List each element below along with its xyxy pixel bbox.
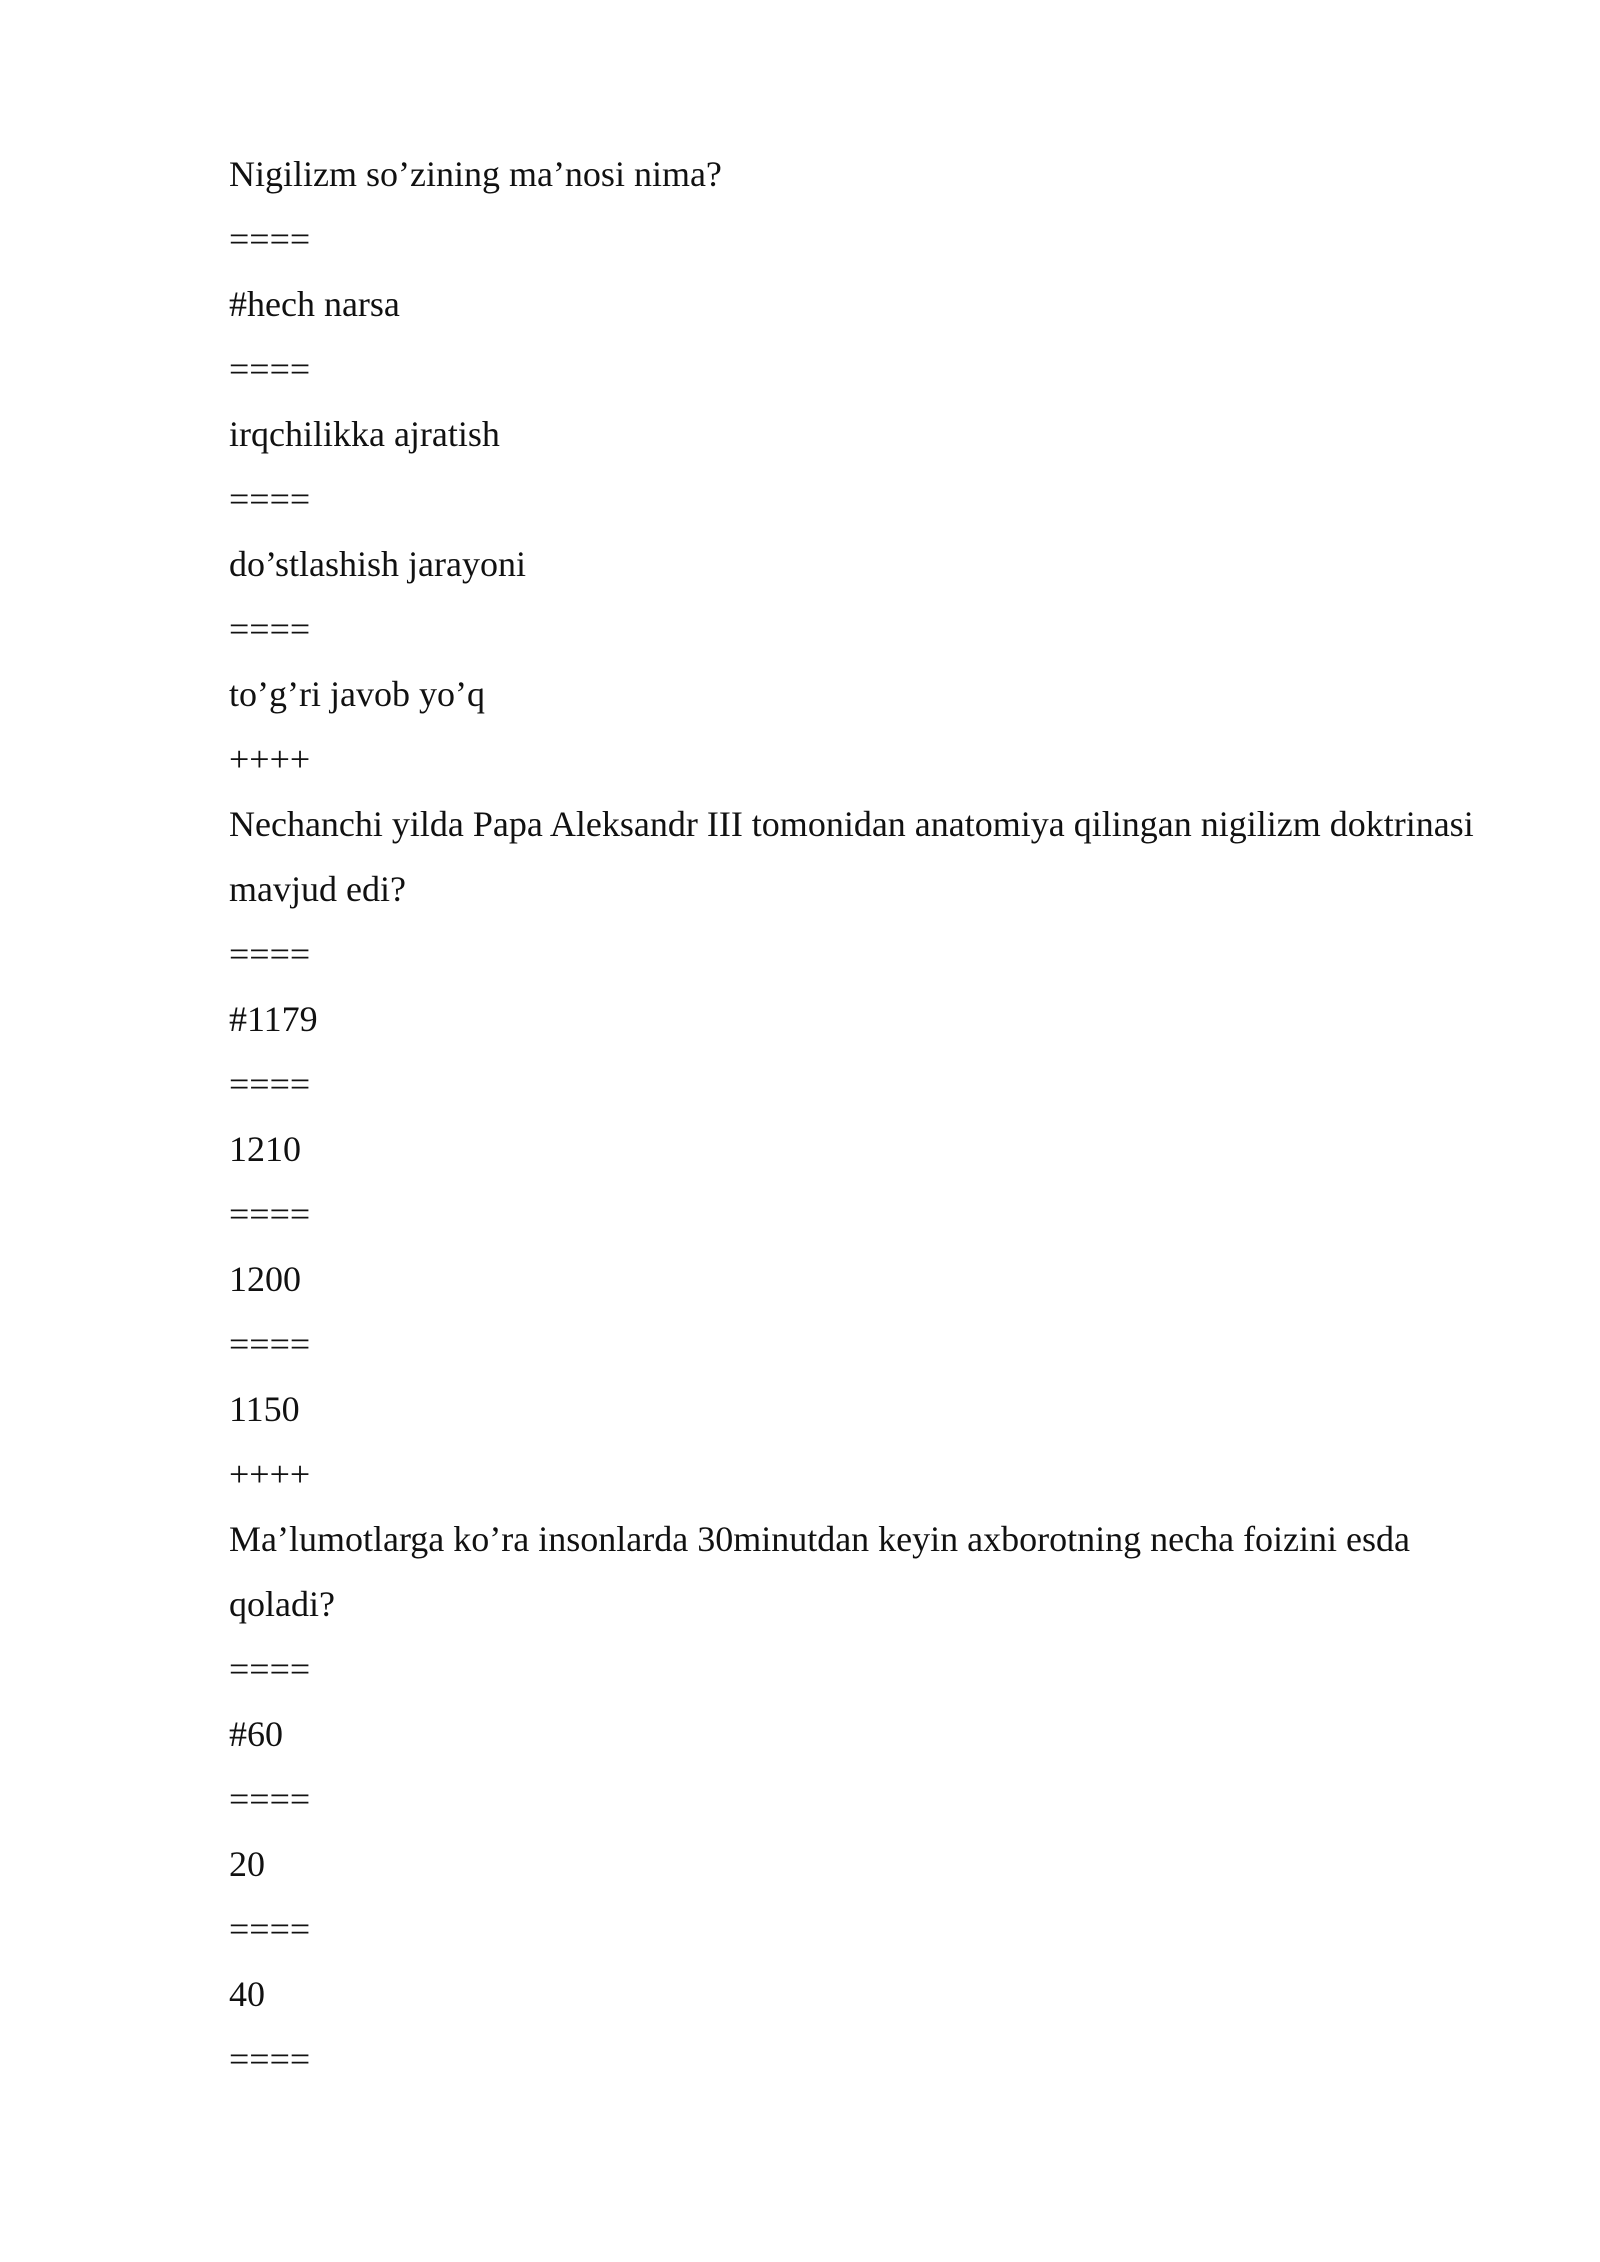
answer-option: do’stlashish jarayoni (229, 544, 526, 584)
separator: ==== (229, 1909, 311, 1949)
answer-option-correct: #hech narsa (229, 284, 400, 324)
question-text: Nigilizm so’zining ma’nosi nima? (229, 154, 722, 194)
answer-option: 20 (229, 1844, 265, 1884)
question-text: Nechanchi yilda Papa Aleksandr III tomonidan anatomiya qilingan nigilizm doktrinasi mavjud edi? (229, 804, 1483, 909)
separator: ==== (229, 1064, 311, 1104)
separator: ==== (229, 1649, 311, 1689)
answer-option-correct: #1179 (229, 999, 318, 1039)
answer-option: 1150 (229, 1389, 300, 1429)
answer-option: to’g’ri javob yo’q (229, 674, 485, 714)
question-text: Ma’lumotlarga ko’ra insonlarda 30minutdan keyin axborotning necha foizini esda qoladi? (229, 1519, 1420, 1624)
separator: ==== (229, 219, 311, 259)
separator: ==== (229, 479, 311, 519)
document-body (229, 142, 1489, 2092)
answer-option: 1200 (229, 1259, 301, 1299)
separator: ==== (229, 1779, 311, 1819)
answer-option: 1210 (229, 1129, 301, 1169)
separator: ==== (229, 2039, 311, 2079)
separator: ==== (229, 349, 311, 389)
separator: ==== (229, 609, 311, 649)
answer-option: 40 (229, 1974, 265, 2014)
separator: ==== (229, 1194, 311, 1234)
answer-option: irqchilikka ajratish (229, 414, 500, 454)
question-divider: ++++ (229, 1454, 311, 1494)
answer-option-correct: #60 (229, 1714, 283, 1754)
question-divider: ++++ (229, 739, 311, 779)
separator: ==== (229, 934, 311, 974)
separator: ==== (229, 1324, 311, 1364)
